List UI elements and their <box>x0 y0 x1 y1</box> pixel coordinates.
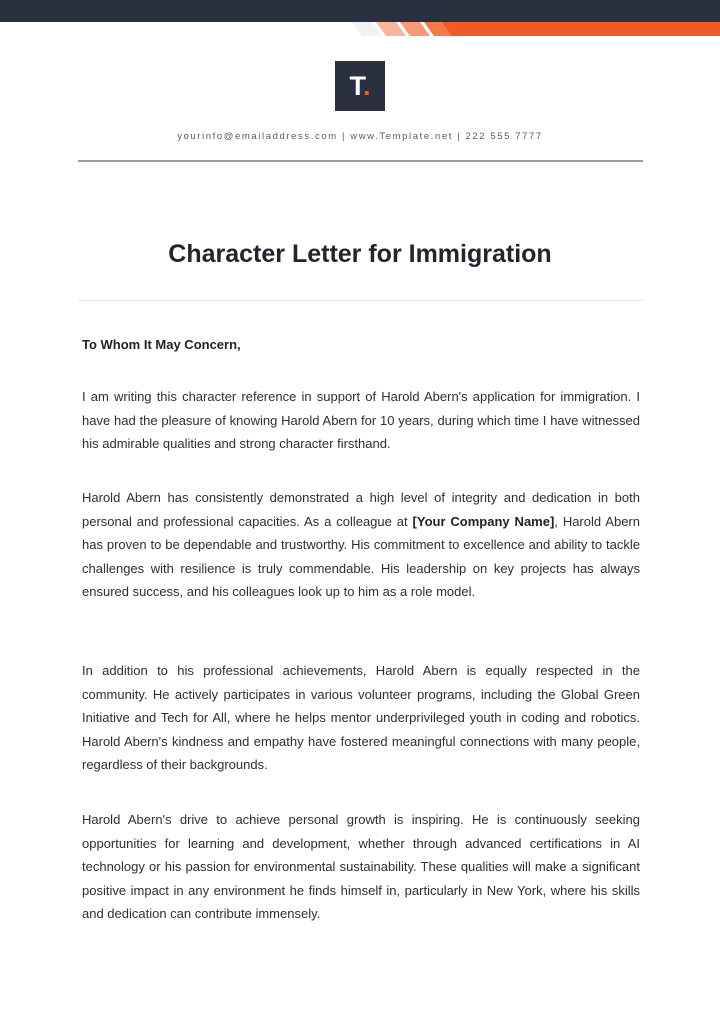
contact-info: yourinfo@emailaddress.com | www.Template.net | 222 555 7777 <box>177 131 543 142</box>
company-logo <box>335 61 385 111</box>
header-banner-graphic <box>0 0 720 38</box>
salutation: To Whom It May Concern, <box>82 337 241 352</box>
paragraph-2-text-end: , Harold Abern has proven to be dependable and trustworthy. His commitment to excellence and ability to tackle challenges with resilience is truly commendable. His leadership on key projects has always ensured success, and his colleagues look up to him as a role model. <box>82 513 640 600</box>
title-divider <box>78 300 643 301</box>
paragraph-3: In addition to his professional achievements, Harold Abern is equally respected in the community. He actively participates in various volunteer programs, including the Global Green Initiative and Tech for All, where he helps mentor underprivileged youth in coding and robotics. Harold Abern's kindness and empathy have fostered meaningful connections with many people, regardless of their backgrounds. <box>82 663 640 773</box>
paragraph-4: Harold Abern's drive to achieve personal growth is inspiring. He is continuously seeking opportunities for learning and development, whether through advanced certifications in AI technology or his passion for environmental sustainability. These qualities will make a significant positive impact in any environment he finds himself in, particularly in New York, where his skills and dedication can contribute immensely. <box>82 812 640 922</box>
header-divider <box>78 160 643 162</box>
paragraph-1: I am writing this character reference in support of Harold Abern's application for immigration. I have had the pleasure of knowing Harold Abern for 10 years, during which time I have witnessed his admirable qualities and strong character firsthand. <box>82 389 640 452</box>
header-banner <box>0 0 720 38</box>
paragraph-2 <box>82 486 640 604</box>
company-name-placeholder: [Your Company Name] <box>412 513 555 529</box>
logo-dot: . <box>362 71 371 101</box>
document-title: Character Letter for Immigration <box>168 240 552 268</box>
logo-letter: T <box>349 71 363 101</box>
paragraph-2-text-start: Harold Abern has consistently demonstrated a high level of integrity and dedication in both personal and professional capacities. As a colleague at <box>82 490 640 529</box>
